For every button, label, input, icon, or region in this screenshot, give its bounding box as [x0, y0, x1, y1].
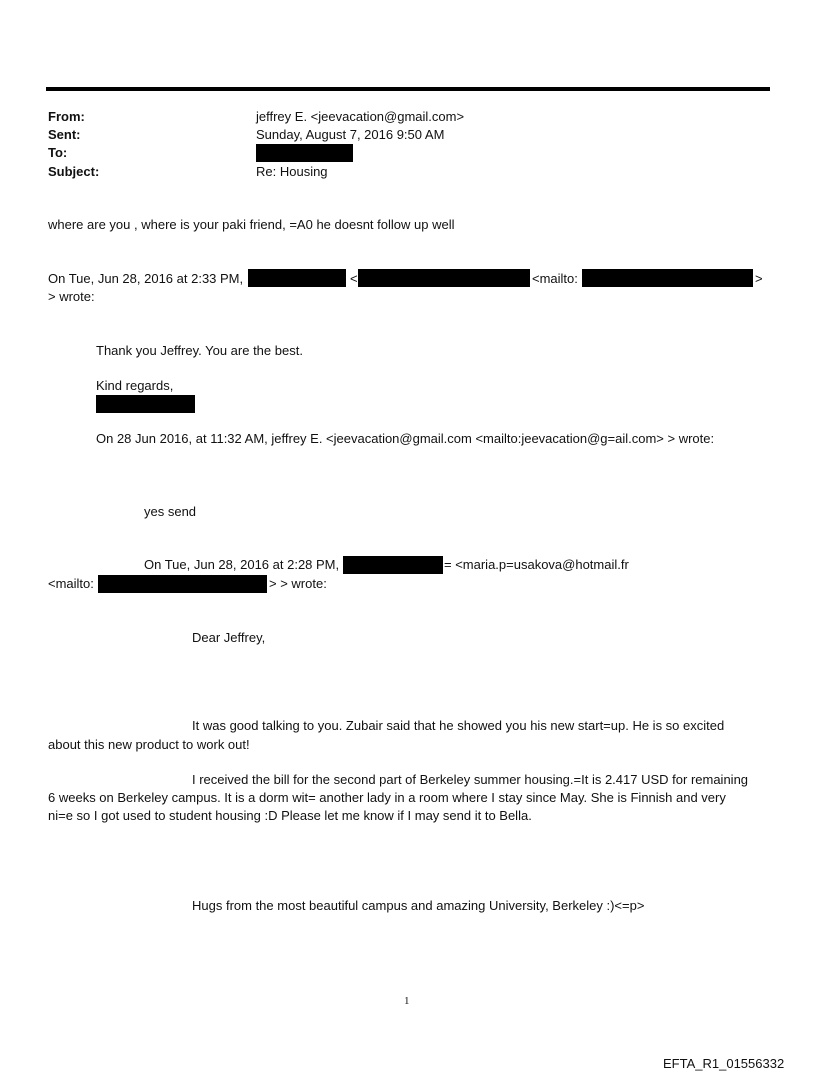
- reply-line: where are you , where is your paki friend, =A0 he doesnt follow up well: [48, 217, 455, 232]
- from-label: From:: [48, 109, 85, 124]
- quote2-line: On 28 Jun 2016, at 11:32 AM, jeffrey E. <jeevacation@gmail.com <mailto:jeevacation@g=ail.com> > wrote:: [96, 431, 715, 446]
- quote3-mailto-redaction: [98, 575, 267, 593]
- quote1-prefix: On Tue, Jun 28, 2016 at 2:33 PM,: [48, 271, 244, 286]
- page-number: 1: [404, 995, 410, 1007]
- quote1-mailto: <mailto:: [532, 271, 578, 286]
- quote1-mailto-redaction: [582, 269, 753, 287]
- to-redaction: [256, 144, 353, 162]
- signature-redaction: [96, 395, 195, 413]
- kind-regards: Kind regards,: [96, 378, 174, 393]
- quote1-gt: >: [755, 271, 763, 286]
- quote3-name-redaction: [343, 556, 443, 574]
- para1-line2: about this new product to work out!: [48, 737, 250, 752]
- document-id: EFTA_R1_01556332: [663, 1056, 785, 1071]
- sent-value: Sunday, August 7, 2016 9:50 AM: [256, 127, 445, 142]
- subject-label: Subject:: [48, 164, 100, 179]
- quote3-wrote: > > wrote:: [269, 576, 327, 591]
- sent-label: Sent:: [48, 127, 81, 142]
- quote3-email: = <maria.p=usakova@hotmail.fr: [444, 557, 629, 572]
- greeting: Dear Jeffrey,: [192, 630, 266, 645]
- hugs-line: Hugs from the most beautiful campus and amazing University, Berkeley :)<=p>: [192, 898, 645, 913]
- subject-value: Re: Housing: [256, 164, 328, 179]
- from-value: jeffrey E. <jeevacation@gmail.com>: [256, 109, 465, 124]
- yes-send: yes send: [144, 504, 197, 519]
- para2-line3: ni=e so I got used to student housing :D Please let me know if I may send it to Bella.: [48, 808, 532, 823]
- quote3-prefix: On Tue, Jun 28, 2016 at 2:28 PM,: [144, 557, 340, 572]
- quote3-mailto: <mailto:: [48, 576, 94, 591]
- quote1-name-redaction: [248, 269, 346, 287]
- para1-line1: It was good talking to you. Zubair said that he showed you his new start=up. He is so excited: [192, 718, 725, 733]
- quote1-email-redaction: [358, 269, 530, 287]
- thanks-line: Thank you Jeffrey. You are the best.: [96, 343, 303, 358]
- para2-line2: 6 weeks on Berkeley campus. It is a dorm wit= another lady in a room where I stay since May. She is Finnish and very: [48, 790, 726, 805]
- quote1-lt: <: [350, 271, 358, 286]
- to-label: To:: [48, 145, 68, 160]
- quote1-wrote: > wrote:: [48, 289, 95, 304]
- header-rule: [46, 87, 770, 91]
- para2-line1: I received the bill for the second part of Berkeley summer housing.=It is 2.417 USD for remaining: [192, 772, 749, 787]
